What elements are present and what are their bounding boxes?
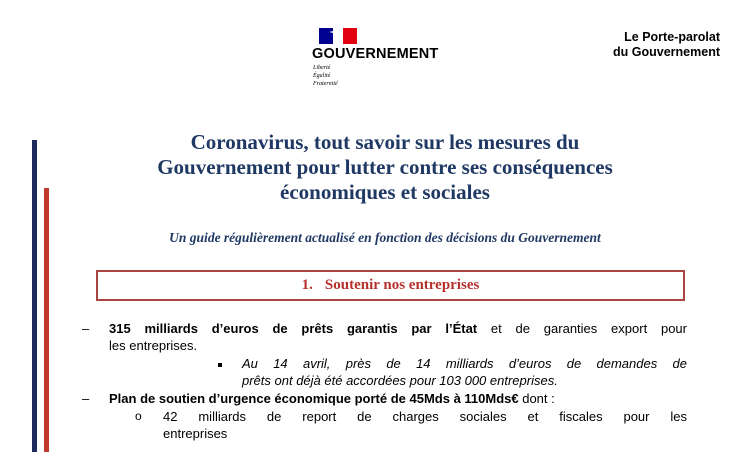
bullet-2-sub-line-1: 42 milliards de report de charges sociales et fiscales pour les: [163, 409, 687, 424]
section-number: 1.: [301, 277, 313, 293]
bullet-1-line-2: les entreprises.: [109, 338, 198, 353]
gov-name: GOUVERNEMENT: [312, 46, 439, 62]
bullet-1-line-1: 315 milliards d’euros de prêts garantis par l’État et de garanties export pour: [109, 321, 687, 336]
square-bullet-icon: [218, 363, 222, 367]
bullet-1-sub-line-2: prêts ont déjà été accordées pour 103 000 entreprises.: [242, 373, 558, 388]
document-title: Coronavirus, tout savoir sur les mesures du Gouvernement pour lutter contre ses conséquences économiques et sociales: [157, 130, 613, 204]
republic-motto: Liberté Égalité Fraternité: [313, 65, 338, 87]
bullet-2-sub-line-2: entreprises: [163, 426, 228, 441]
decorative-blue-bar: [32, 140, 37, 452]
section-heading: [96, 270, 685, 301]
marianne-flag-icon: [319, 28, 357, 44]
spokesperson-label: Le Porte-parolat du Gouvernement: [613, 30, 720, 59]
bullet-2-line-1: Plan de soutien d’urgence économique porté de 45Mds à 110Mds€ dont :: [109, 391, 555, 406]
circle-bullet-icon: o: [135, 409, 142, 423]
decorative-red-bar: [44, 188, 49, 452]
document-subtitle: Un guide régulièrement actualisé en fonction des décisions du Gouvernement: [169, 230, 601, 245]
section-label: Soutenir nos entreprises: [324, 277, 480, 293]
dash-bullet: –: [82, 321, 90, 336]
dash-bullet: –: [82, 391, 90, 406]
bullet-1-sub-line-1: Au 14 avril, près de 14 milliards d’euros de demandes de: [242, 356, 687, 371]
